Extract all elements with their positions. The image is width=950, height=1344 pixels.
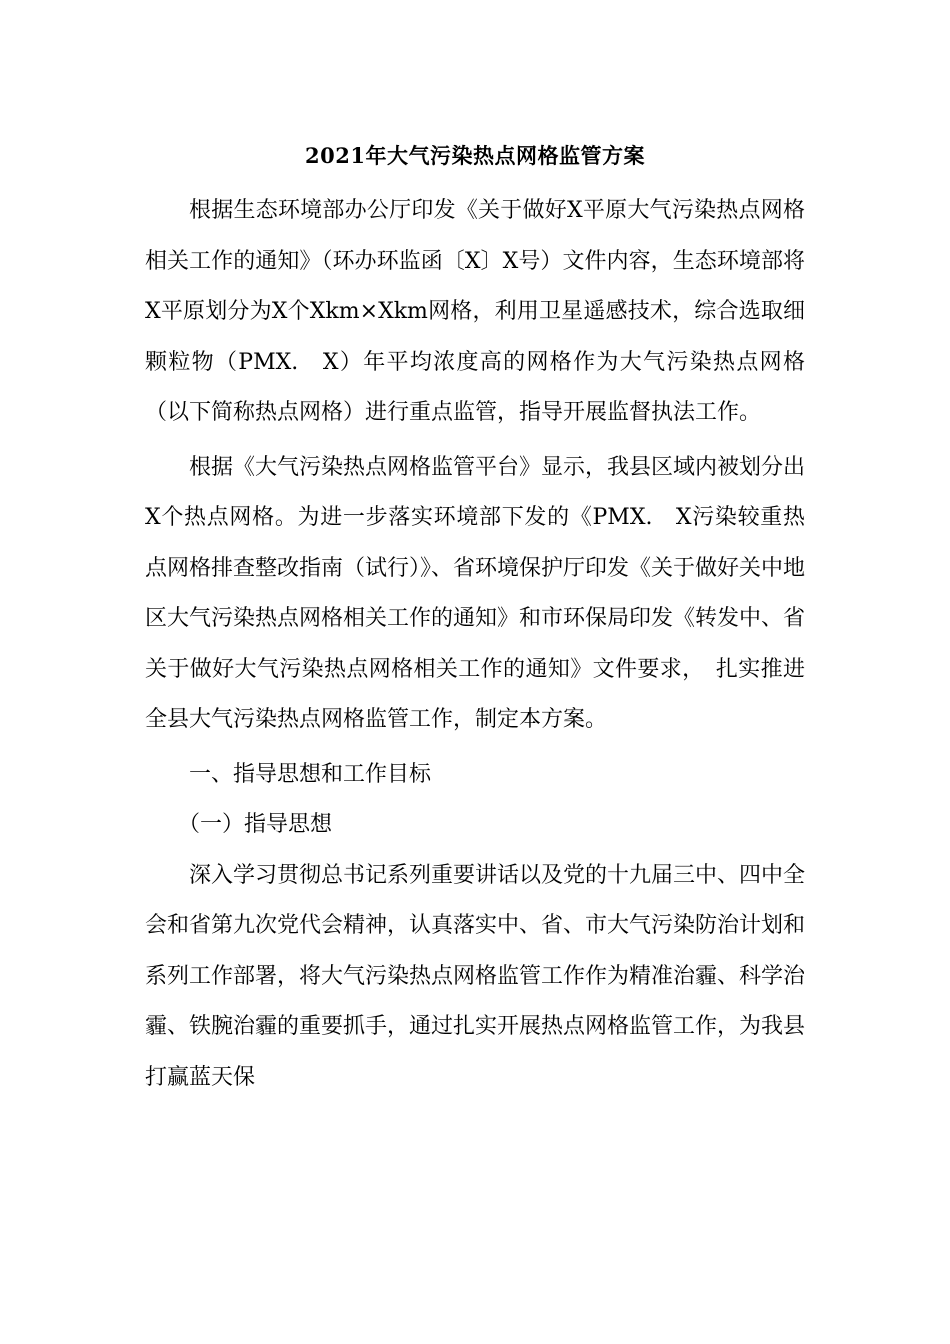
intro-paragraph-1: 根据生态环境部办公厅印发《关于做好X平原大气污染热点网格相关工作的通知》（环办环监函〔X〕X号）文件内容，生态环境部将X平原划分为X个Xkm×Xkm网格，利用卫星遥感技术，综合选取细颗粒物（PMX. X）年平均浓度高的网格作为大气污染热点网格（以下简称热点网格）进行重点监管，指导开展监督执法工作。 [145,198,805,425]
document-page [145,138,805,1107]
guiding-thought-paragraph: 深入学习贯彻总书记系列重要讲话以及党的十九届三中、四中全会和省第九次党代会精神，认真落实中、省、市大气污染防治计划和系列工作部署，将大气污染热点网格监管工作作为精准治霾、科学治霾、铁腕治霾的重要抓手，通过扎实开展热点网格监管工作，为我县打赢蓝天保 [145,862,806,1090]
subsection-heading-guiding-thought: （一）指导思想 [178,812,333,837]
intro-paragraph-2: 根据《大气污染热点网格监管平台》显示，我县区域内被划分出X个热点网格。为进一步落实环境部下发的《PMX. X污染较重热点网格排查整改指南（试行）》、省环境保护厅印发《关于做好关中地区大气污染热点网格相关工作的通知》和市环保局印发《转发中、省关于做好大气污染热点网格相关工作的通知》文件要求， 扎实推进全县大气污染热点网格监管工作，制定本方案。 [145,454,806,732]
document-title: 2021年大气污染热点网格监管方案 [305,143,645,168]
section-heading-guiding-thought-and-goals: 一、指导思想和工作目标 [189,761,432,787]
